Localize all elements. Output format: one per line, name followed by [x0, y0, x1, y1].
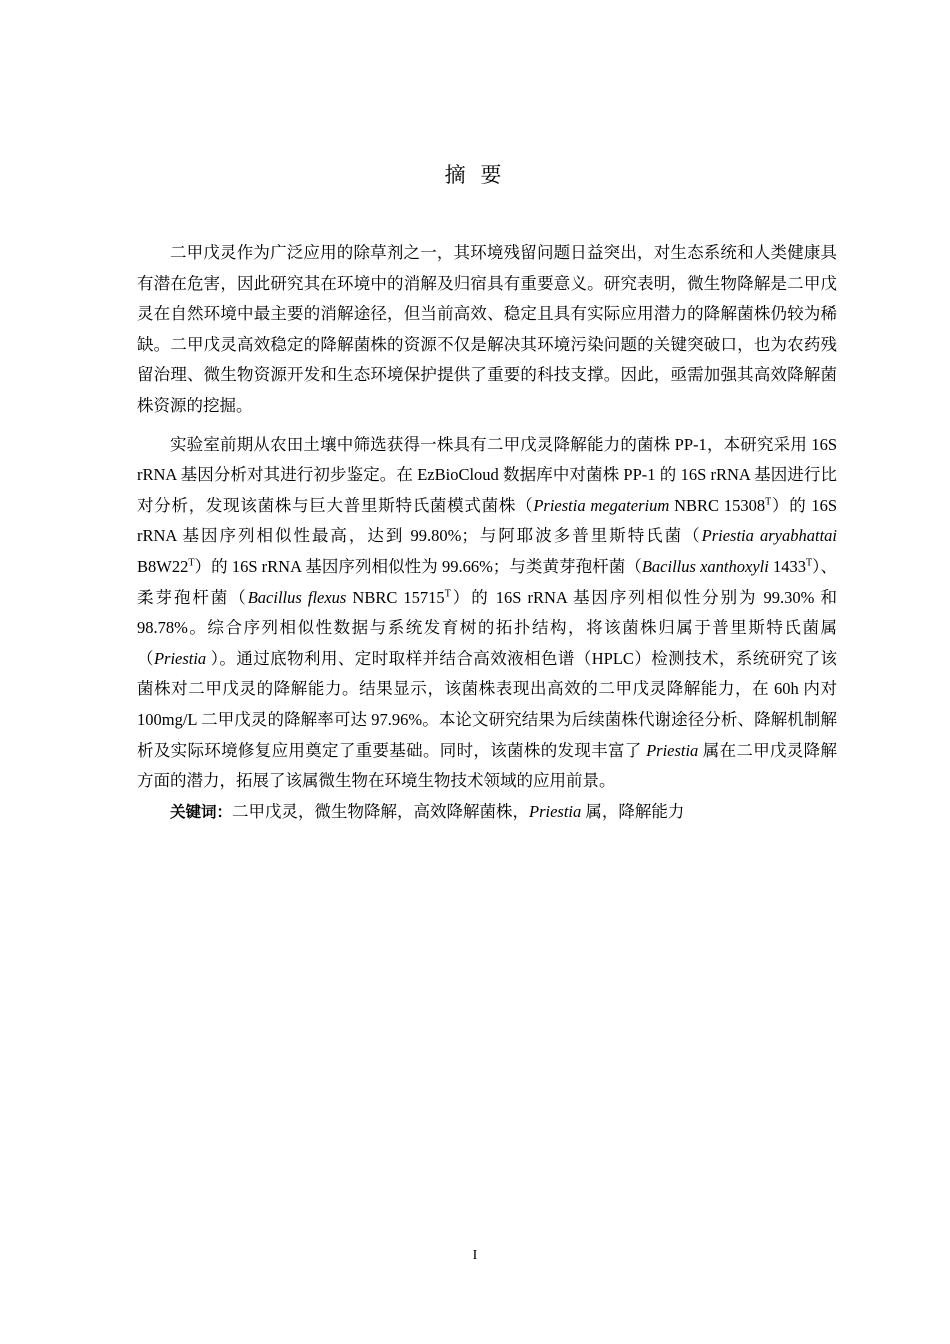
abstract-paragraph-2	[137, 430, 837, 797]
text-segment: ）。通过底物利用、定时取样并结合高效液相色谱（HPLC）检测技术，系统研究了该菌株对二甲戊灵的降解能力。结果显示，该菌株表现出高效的二甲戊灵降解能力，在 60h 内对 100mg/L 二甲戊灵的降解率可达 97.96%。本论文研究结果为后续菌株代谢途径分析、降解机制解析及实际环境修复应用奠定了重要基础。同时，该菌株的发现丰富了	[137, 648, 838, 760]
keyword-genus: Priestia	[529, 801, 582, 821]
page-number: I	[472, 1248, 478, 1263]
text-segment: B8W22	[137, 556, 189, 576]
species-name: Bacillus xanthoxyli	[641, 556, 769, 576]
type-strain-mark: T	[444, 588, 451, 600]
keywords-text: 属，降解能力	[581, 801, 685, 821]
genus-name: Priestia	[153, 648, 207, 668]
text-segment: NBRC 15308	[669, 495, 766, 515]
keywords-label: 关键词：	[170, 802, 233, 821]
keywords-text: 二甲戊灵，微生物降解，高效降解菌株，	[232, 801, 530, 821]
type-strain-mark: T	[765, 496, 772, 508]
text-segment: ）的 16S rRNA 基因序列相似性为 99.66%；与类黄芽孢杆菌（	[194, 556, 642, 576]
text-segment: NBRC 15715	[346, 587, 445, 607]
abstract-body	[137, 238, 837, 827]
species-name: Priestia aryabhattai	[701, 526, 837, 546]
type-strain-mark: T	[188, 557, 195, 569]
text-segment: ）的 16S rRNA 基因序列相似性分别为 99.30% 和 98.78%。综合序列相似性数据与系统发育树的拓扑结构，将该菌株归属于普里斯特氏菌属（	[137, 587, 837, 668]
species-name: Bacillus flexus	[247, 587, 347, 607]
type-strain-mark: T	[806, 557, 813, 569]
abstract-paragraph-1: 二甲戊灵作为广泛应用的除草剂之一，其环境残留问题日益突出，对生态系统和人类健康具有潜在危害，因此研究其在环境中的消解及归宿具有重要意义。研究表明，微生物降解是二甲戊灵在自然环境中最主要的消解途径，但当前高效、稳定且具有实际应用潜力的降解菌株仍较为稀缺。二甲戊灵高效稳定的降解菌株的资源不仅是解决其环境污染问题的关键突破口，也为农药残留治理、微生物资源开发和生态环境保护提供了重要的科技支撑。因此，亟需加强其高效降解菌株资源的挖掘。	[137, 243, 837, 415]
page-title: 摘 要	[444, 163, 506, 187]
keywords-line	[137, 797, 837, 828]
species-name: Priestia megaterium	[533, 495, 670, 515]
text-segment: 实验室前期从农田土壤中筛选获得一株具有二甲戊灵降解能力的菌株 PP-1，本研究采用 16S rRNA 基因分析对其进行初步鉴定。在 EzBioCloud 数据库中对菌株 PP-1 的 16S rRNA 基因进行比对分析，发现该菌株与巨大普里斯特氏菌模式菌株（	[137, 434, 837, 515]
text-segment: ）、柔芽孢杆菌（	[137, 556, 837, 607]
text-segment: ）的 16S rRNA 基因序列相似性最高，达到 99.80%；与阿耶波多普里斯特氏菌（	[137, 495, 837, 546]
text-segment: 属在二甲戊灵降解方面的潜力，拓展了该属微生物在环境生物技术领域的应用前景。	[137, 740, 838, 791]
genus-name: Priestia	[646, 740, 699, 760]
text-segment: 1433	[768, 556, 807, 576]
